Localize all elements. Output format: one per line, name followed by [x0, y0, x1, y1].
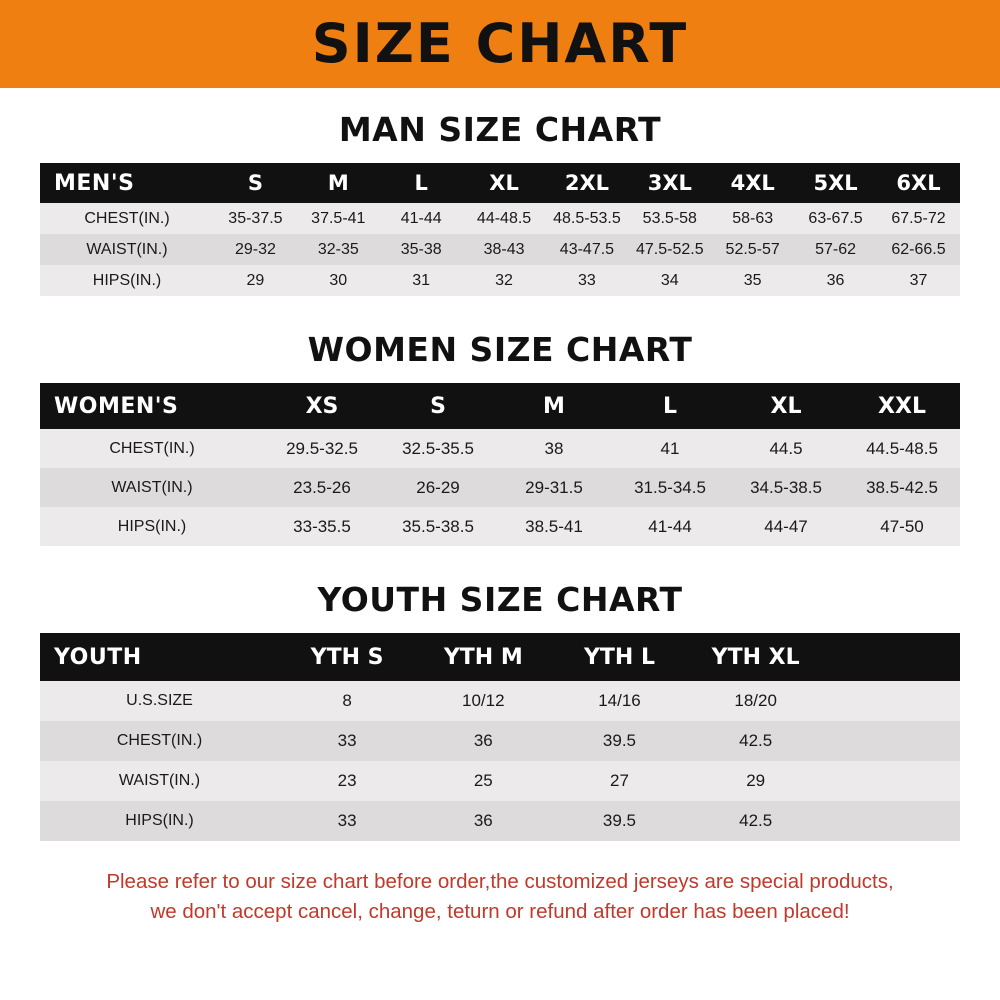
youth-col-header-spacer [824, 633, 960, 681]
women-chest-1: 29.5-32.5 [286, 438, 358, 458]
women-col-header-6: XXL [878, 393, 926, 419]
man-hips-2: 30 [329, 271, 348, 289]
man-row-label-chest: CHEST(IN.) [84, 209, 170, 227]
youth-row-label-hips: HIPS(IN.) [125, 812, 194, 829]
man-hips-7: 35 [743, 271, 762, 289]
man-row-label-hips: HIPS(IN.) [92, 271, 162, 289]
man-chest-9: 67.5-72 [891, 209, 946, 227]
man-chest-7: 58-63 [732, 209, 774, 227]
youth-ussize-4: 18/20 [734, 691, 777, 710]
man-size-table [40, 163, 960, 296]
youth-row-label-chest: CHEST(IN.) [116, 732, 203, 749]
women-chest-4: 41 [660, 438, 680, 458]
table-row [40, 234, 960, 265]
man-col-header-6: 3XL [647, 171, 692, 195]
women-waist-4: 31.5-34.5 [634, 477, 706, 497]
women-chest-3: 38 [544, 438, 564, 458]
youth-col-header-2: YTH M [443, 644, 523, 670]
man-col-header-1: S [247, 171, 263, 195]
youth-waist-3: 27 [610, 771, 629, 790]
man-col-header-8: 5XL [813, 171, 858, 195]
women-hips-1: 33-35.5 [293, 516, 351, 536]
man-hips-1: 29 [246, 271, 265, 289]
youth-size-table [40, 633, 960, 841]
youth-table-body [40, 681, 960, 841]
youth-chest-1: 33 [337, 731, 357, 750]
man-size-table-wrap [40, 163, 960, 296]
footer-note-line-2: we don't accept cancel, change, teturn or refund after order has been placed! [150, 899, 850, 923]
man-waist-4: 38-43 [483, 240, 525, 258]
table-row [40, 203, 960, 234]
man-waist-1: 29-32 [234, 240, 276, 258]
man-hips-3: 31 [412, 271, 431, 289]
women-col-header-5: XL [770, 393, 802, 419]
man-row-label-header: MEN'S [54, 170, 135, 196]
man-chest-8: 63-67.5 [808, 209, 863, 227]
youth-col-header-1: YTH S [310, 644, 384, 670]
man-col-header-2: M [327, 171, 349, 195]
man-waist-8: 57-62 [815, 240, 857, 258]
section-title-youth: YOUTH SIZE CHART [317, 580, 683, 619]
man-chest-2: 37.5-41 [311, 209, 366, 227]
table-row [40, 761, 960, 801]
youth-col-header-4: YTH XL [711, 644, 800, 670]
women-chest-5: 44.5 [769, 438, 803, 458]
man-hips-6: 34 [660, 271, 679, 289]
youth-chest-4: 42.5 [739, 731, 773, 750]
women-waist-6: 38.5-42.5 [866, 477, 938, 497]
women-hips-4: 41-44 [648, 516, 692, 536]
women-table-body [40, 429, 960, 546]
women-row-label-waist: WAIST(IN.) [111, 478, 193, 496]
women-hips-6: 47-50 [880, 516, 924, 536]
youth-table-header [40, 633, 960, 681]
youth-waist-4: 29 [746, 771, 766, 790]
man-chest-3: 41-44 [400, 209, 442, 227]
women-col-header-4: L [662, 393, 678, 419]
women-chest-6: 44.5-48.5 [866, 438, 938, 458]
man-hips-9: 37 [909, 271, 928, 289]
youth-chest-2: 36 [473, 731, 493, 750]
table-header-row [40, 163, 960, 203]
table-row [40, 721, 960, 761]
footer-note [20, 867, 980, 926]
youth-hips-4: 42.5 [739, 811, 773, 830]
table-row [40, 801, 960, 841]
man-waist-2: 32-35 [317, 240, 359, 258]
youth-cell-spacer [824, 721, 960, 761]
table-row [40, 507, 960, 546]
section-title-women: WOMEN SIZE CHART [307, 330, 693, 369]
man-chest-5: 48.5-53.5 [553, 209, 621, 227]
women-hips-2: 35.5-38.5 [402, 516, 474, 536]
youth-hips-3: 39.5 [602, 811, 637, 830]
man-table-header [40, 163, 960, 203]
women-row-label-chest: CHEST(IN.) [109, 439, 195, 457]
man-col-header-7: 4XL [730, 171, 775, 195]
youth-waist-2: 25 [473, 771, 493, 790]
women-col-header-2: S [430, 393, 446, 419]
youth-hips-1: 33 [337, 811, 357, 830]
youth-ussize-1: 8 [342, 691, 352, 710]
man-col-header-3: L [414, 171, 428, 195]
man-waist-6: 47.5-52.5 [636, 240, 704, 258]
table-row [40, 468, 960, 507]
youth-ussize-2: 10/12 [462, 691, 505, 710]
women-hips-5: 44-47 [764, 516, 808, 536]
women-row-label-hips: HIPS(IN.) [117, 517, 187, 535]
header-banner [0, 0, 1000, 88]
women-waist-3: 29-31.5 [525, 477, 583, 497]
women-waist-2: 26-29 [416, 477, 460, 497]
table-header-row [40, 383, 960, 429]
youth-row-label-ussize: U.S.SIZE [126, 692, 193, 709]
man-hips-4: 32 [495, 271, 513, 289]
man-chest-4: 44-48.5 [476, 209, 532, 227]
man-row-label-waist: WAIST(IN.) [86, 240, 168, 258]
man-waist-7: 52.5-57 [725, 240, 780, 258]
youth-hips-2: 36 [473, 811, 493, 830]
youth-col-header-3: YTH L [583, 644, 655, 670]
youth-ussize-3: 14/16 [598, 691, 641, 710]
man-waist-5: 43-47.5 [559, 240, 615, 258]
youth-cell-spacer [824, 681, 960, 721]
women-size-table-wrap [40, 383, 960, 546]
page-title: SIZE CHART [311, 12, 689, 75]
women-waist-5: 34.5-38.5 [750, 477, 822, 497]
women-col-header-1: XS [305, 393, 339, 419]
man-chest-1: 35-37.5 [228, 209, 283, 227]
man-chest-6: 53.5-58 [642, 209, 697, 227]
women-table-header [40, 383, 960, 429]
table-row [40, 265, 960, 296]
women-chest-2: 32.5-35.5 [402, 438, 474, 458]
man-col-header-5: 2XL [564, 171, 610, 195]
man-hips-5: 33 [578, 271, 596, 289]
women-waist-1: 23.5-26 [293, 477, 351, 497]
youth-row-label-header: YOUTH [54, 644, 142, 670]
women-row-label-header: WOMEN'S [54, 393, 179, 419]
footer-note-line-1: Please refer to our size chart before order,the customized jerseys are special products, [106, 870, 894, 893]
women-size-table [40, 383, 960, 546]
table-row [40, 681, 960, 721]
youth-size-table-wrap [40, 633, 960, 841]
man-hips-8: 36 [826, 271, 845, 289]
youth-row-label-waist: WAIST(IN.) [118, 772, 201, 789]
man-table-body [40, 203, 960, 296]
youth-chest-3: 39.5 [602, 731, 637, 750]
youth-cell-spacer [824, 761, 960, 801]
man-col-header-9: 6XL [896, 171, 941, 195]
man-col-header-4: XL [489, 171, 519, 195]
youth-cell-spacer [824, 801, 960, 841]
table-row [40, 429, 960, 468]
man-waist-3: 35-38 [400, 240, 442, 258]
table-header-row [40, 633, 960, 681]
section-title-man: MAN SIZE CHART [338, 110, 662, 149]
women-hips-3: 38.5-41 [525, 516, 583, 536]
youth-waist-1: 23 [337, 771, 357, 790]
women-col-header-3: M [543, 393, 565, 419]
man-waist-9: 62-66.5 [891, 240, 946, 258]
